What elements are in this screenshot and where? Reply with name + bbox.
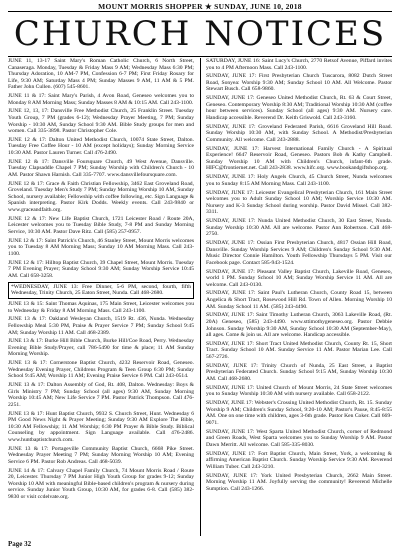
church-notice-entry: SUNDAY, JUNE 17: Harvest International Family Church - A Spiritual Experience! 6647 Reservoir Road, Geneseo. Pastors Bob & Kathy Campbell. Sunday Worship 10 AM with Children's Church, infant-6th grade. HIFC@frontiernet.net. Call 243-2838. www.hifc.org. www.bookandgiftshop.org. <box>206 145 392 172</box>
church-notice-entry: JUNE 12, 13, 17: Dansville Free Methodist Church, 25 Franklin Street. Tuesday Youth Group, 7 PM (grades 6-12); Wednesday Prayer Meeting, 7 PM; Sunday Worship - 10:30 AM, Sunday School 9:30 AM. Bible Study groups for men and women. Call 335-3898. Pastor Christopher Cole. <box>8 108 194 135</box>
page-number: Page 32 <box>8 540 32 548</box>
church-notice-entry: JUNE 13 & 17: Cornerstone Baptist Church, 4232 Reservoir Road, Geneseo. Wednesday Evening Prayer, Childrens Program & Teen Group 6:30 PM; Sunday School 9:45 AM; Worship 11 AM; Evening Praise Service 6 PM. Call 243-0514. <box>8 360 194 380</box>
church-notice-entry: SUNDAY, JUNE 17: Saint Paul's Lutheran Church, County Road 15, between Angelica & Short Tract, Rosewood Hill Rd. Town of Allen. Morning Worship 10 AM. Sunday School 11 AM. (585) 243-4490. <box>206 290 392 310</box>
church-notice-entry: SUNDAY, JUNE 17: Trinity Church of Nunda, 25 East Street, a Baptist Presbyterian Federated Church. Sunday School 9:15 AM, Sunday Worship 10:30 AM. Call 468-2680. <box>206 362 392 382</box>
page-header: MOUNT MORRIS SHOPPER ★ SUNDAY, JUNE 10, 2018 <box>98 2 302 11</box>
church-notice-entry: *WEDNESDAY, JUNE 13: Free Dinner, 5-6 PM, second, fourth, fifth Wednesday, Trinity Church, 25 Eaton Street, Nunda. Call 468-2680. <box>8 282 194 299</box>
church-notice-entry: JUNE 13 & 17: Oakland Wesleyan Church, 1519 Rt. 436, Nunda. Wednesday Fellowship Meal 5:30 PM, Praise & Prayer Service 7 PM; Sunday School 9:45 AM; Sunday Worship 11 AM. Call 468-2389. <box>8 316 194 336</box>
church-notice-entry: JUNE 13 & 17: Dalton Assembly of God, Rt. 408, Dalton. Wednesday: Boys & Girls Ministry 7 PM; Sunday School (all ages) 9:30 AM, Sunday Morning Worship 10:45 AM; New Life Service 7 PM. Pastor Patrick Thompson. Call 476-2251. <box>8 382 194 408</box>
church-notice-entry: JUNE 12 & 17: Grace & Faith Christian Fellowship, 3462 East Groveland Road, Groveland. Tuesday Men's Study 7 PM; Sunday Morning Worship 10 AM, Sunday School, nursery available; Fellowship with coffee following, etc. Sign Language & Spanish interpreting. Pastor Kirk Dodds. Weekly events. Call 243-9840 or www.graceandfaith.org. <box>8 180 194 213</box>
church-notice-entry: SUNDAY, JUNE 17: Groveland Federated Parish, 6616 Groveland Hill Road. Sunday Worship 10:30 AM, with Sunday School. A Methodist/Presbyterian Community. All welcome. Call 243-2888. <box>206 123 392 143</box>
church-notice-entry: SATURDAY, JUNE 16: Saint Lucy's Church, 2770 Retsof Avenue, Piffard invites you to 4 PM Afternoon Mass. Call 243-1100. <box>206 58 392 71</box>
church-notice-entry: SUNDAY, JUNE 17: Holy Angels Church, 45 Church Street, Nunda welcomes you to Sunday 8:15 AM Morning Mass. Call 243-1100. <box>206 174 392 187</box>
banner-title: CHURCH NOTICES <box>13 14 387 54</box>
church-notice-entry: SUNDAY, JUNE 17: Pleasant Valley Baptist Church, Lakeville Road, Geneseo, world 1 PM. Sunday School 10 AM; Sunday Worship Service 11 AM. All are welcome. Call 243-0130. <box>206 268 392 288</box>
church-notice-entry: JUNE 13 & 17: Hunt Baptist Church, 9932 S. Church Street, Hunt. Wednesday 6 PM Good News Night & Prayer Meeting; Sunday 9:30 AM Explore The Bible, 10:30 AM Fellowship; 11 AM Worship; 6:30 PM Prayer & Bible Study. Biblical Counseling by appointment. Sign Language available. Call 476-2486. www.huntbaptistchurch.com. <box>8 410 194 443</box>
column-divider <box>200 58 201 536</box>
church-notice-entry: SUNDAY, JUNE 17: Fort Baptist Church, Main Street, York, a welcoming & affirming American Baptist Church. Sunday Worship Service 9:30 AM. Reverend William Tuber. Call 243-3210. <box>206 450 392 470</box>
church-notice-entry: JUNE 12 & 17: Dansville Foursquare Church, 49 West Avenue, Dansville. Tuesday Clapsaddle Chapel 7 PM; Sunday Worship with Children's Church - 10 AM. Pastor Shawn Harnish. Call 335-7707. www.dansvillefoursquare.com. <box>8 158 194 178</box>
church-notice-entry: SUNDAY, JUNE 17: Saint Timothy Lutheran Church, 3063 Lakeville Road, (Rt. 20A) Geneseo, (585) 243-4490. www.sttimothygeneseo.org. Pastor Debbie Johnson. Sunday Worship 9:30 AM, Sunday School 10:30 AM (September-May), all ages. Come & join us. All are welcome. Handicap accessible. <box>206 312 392 339</box>
church-notice-entry: SUNDAY, JUNE 17: Short Tract United Methodist Church, County Rt. 15, Short Tract. Sunday School 10 AM. Sunday Service 11 AM. Pastor Marian Lee. Call 567-2726. <box>206 340 392 360</box>
church-notice-entry: JUNE 12 & 17: Saint Patrick's Church, 46 Stanley Street, Mount Morris welcomes you to Tuesday 8 AM Morning Mass; Sunday 10 AM Morning Mass. Call 243-1100. <box>8 237 194 257</box>
church-notice-entry: SUNDAY, JUNE 17: Nunda United Methodist Church, 30 East Street, Nunda. Sunday Worship 10:30 AM. All are welcome. Pastor Ann Robertson. Call 468-2750. <box>206 218 392 238</box>
church-notice-entry: JUNE 11 & 17: Saint Mary's Parish, 4 Avon Road, Geneseo welcomes you to Monday 8 AM Morning Mass; Sunday Masses 8 AM & 10:15 AM. Call 243-1100. <box>8 93 194 106</box>
right-column <box>206 58 392 536</box>
church-notice-entry: SUNDAY, JUNE 17: Geneseo United Methodist Church, Rt. 63 & Court Street, Geneseo. Contemporary Worship 8:30 AM; Traditional Worship 10:30 AM (coffee hour between services). Sunday School (all ages) 9:30 AM. Nursery care. Handicap accessible. Reverend Dr. Keith Griswold. Call 243-3160. <box>206 95 392 121</box>
church-notice-entry: JUNE 14 & 17: Calvary Chapel Family Church, 74 Mount Morris Road / Route 20, Leicester. Thursday 7 PM Junior High Youth Group for grades 9-12; Sunday Worship 10 AM with meaningful Bible-based children's program & nursery during service. Sunday Junior Youth Group, 10:30 AM, for grades 6-8. Call (585) 382-9830 or visit ccdelvate.org. <box>8 467 194 500</box>
header-rule <box>8 11 392 12</box>
church-notice-entry: SUNDAY, JUNE 17: Ossian First Presbyterian Church, 4817 Ossian Hill Road, Dansville. Sunday Worship Services 9 AM; Children's Sunday School 9:30 AM. Music Director Connie Hamilton. Youth Fellowship Thursdays 5 PM. Visit our Facebook page. Contact 585-943-1524. <box>206 240 392 266</box>
church-notice-entry: JUNE 11, 13-17 Saint Mary's Roman Catholic Church, 6 North Street, Canaseraga. Monday, Tuesday & Friday Mass 9 AM; Wednesday Mass 6:30 PM; Thursday Adoration, 10 AM-7 PM, Confession 6-7 PM; First Friday Rosary for Life, 9:30 AM; Saturday Mass 4 PM; Sunday Masses 9 AM, 11 AM & 5 PM. Father John Cullen. (607) 545-8601. <box>8 58 194 91</box>
banner-rule <box>8 56 392 57</box>
church-notices-banner <box>8 14 392 54</box>
church-notice-entry: JUNE 13 & 15: Saint Thomas Aquinas, 175 Main Street, Leicester welcomes you to Wednesday & Friday 8 AM Morning Mass. Call 243-1100. <box>8 301 194 314</box>
church-notice-entry: JUNE 12 & 17: Hilltop Baptist Church, 39 Chapel Street, Mount Morris. Tuesday 7 PM Evening Prayer; Sunday School 9:30 AM; Sunday Worship Service 10:45 AM. Call 658-3258. <box>8 259 194 279</box>
church-notice-entry: SUNDAY, JUNE 17: First Presbyterian Church Tuscarora, 8082 Dutch Street Road, Sonyea: Worship 9:30 AM; Sunday School 10 AM. All Welcome. Pastor Stewart Busch. Call 658-9860. <box>206 73 392 93</box>
church-notice-entry: SUNDAY, JUNE 17: West Sparta United Methodist Church, corner of Redmond and Green Roads, West Sparta welcomes you to Sunday Worship 9 AM. Pastor Dawn Merritt. All welcome. Call 585-335-8030. <box>206 428 392 448</box>
church-notice-entry: JUNE 13 & 17: Burke Hill Bible Church, Burke Hill/Coe Road, Perry. Wednesday Evening Bible Study/Prayer, call 786-5490 for time & place; 11 AM Sunday Morning Worship. <box>8 338 194 358</box>
church-notice-entry: JUNE 13 & 17: Portageville Community Baptist Church, 6668 Pike Street. Wednesday Prayer Meeting 7 PM; Sunday Morning Worship 10 AM; Evening Service 6 PM. Pastor Rob Andreas. Call 468-5039. <box>8 445 194 465</box>
left-column <box>8 58 194 536</box>
church-notice-entry: SUNDAY, JUNE 17: York United Presbyterian Church, 2662 Main Street. Morning Worship 11 AM. Joyfully serving the community! Reverend Michelle Sumption. Call 243-1266. <box>206 472 392 492</box>
church-notice-entry: SUNDAY, JUNE 17: Webster's Crossing United Methodist Church, Rt. 15. Sunday Worship 9 AM; Children's Sunday School, 9:20-10 AM; Pastor's Pause, 8:45-8:55 AM. One on one time with children, ages 3-6th grade. Pastor Ken Coker. Call 669-9071. <box>206 400 392 426</box>
church-notice-entry: SUNDAY, JUNE 17: Leicester Evangelical Presbyterian Church, 161 Main Street welcomes you to Adult Sunday School 10 AM; Worship Service 10:30 AM. Nursery and K-3 Sunday School during worship. Pastor David Missel. Call 382-3311. <box>206 189 392 216</box>
church-notice-entry: SUNDAY, JUNE 17: United Church of Mount Morris, 24 State Street welcomes you to Sunday Worship 10:30 AM with nursery available. Call 658-2122. <box>206 384 392 398</box>
church-notice-entry: JUNE 12 & 17: Dalton United Methodist Church, 10074 State Street, Dalton. Tuesday Free Coffee Hour - 10 AM (except holidays); Sunday Morning Service 10:30 AM. Pastor Lauren Turner. Call 476-2490. <box>8 136 194 156</box>
church-notice-entry: JUNE 12 & 17: New Life Baptist Church, 1721 Leicester Road / Route 20A, Leicester welcomes you to Tuesday Bible Study, 7-8 PM and Sunday Morning Service, 10:30 AM. Pastor Dave Ritz. Call (585) 257-0957. <box>8 215 194 235</box>
